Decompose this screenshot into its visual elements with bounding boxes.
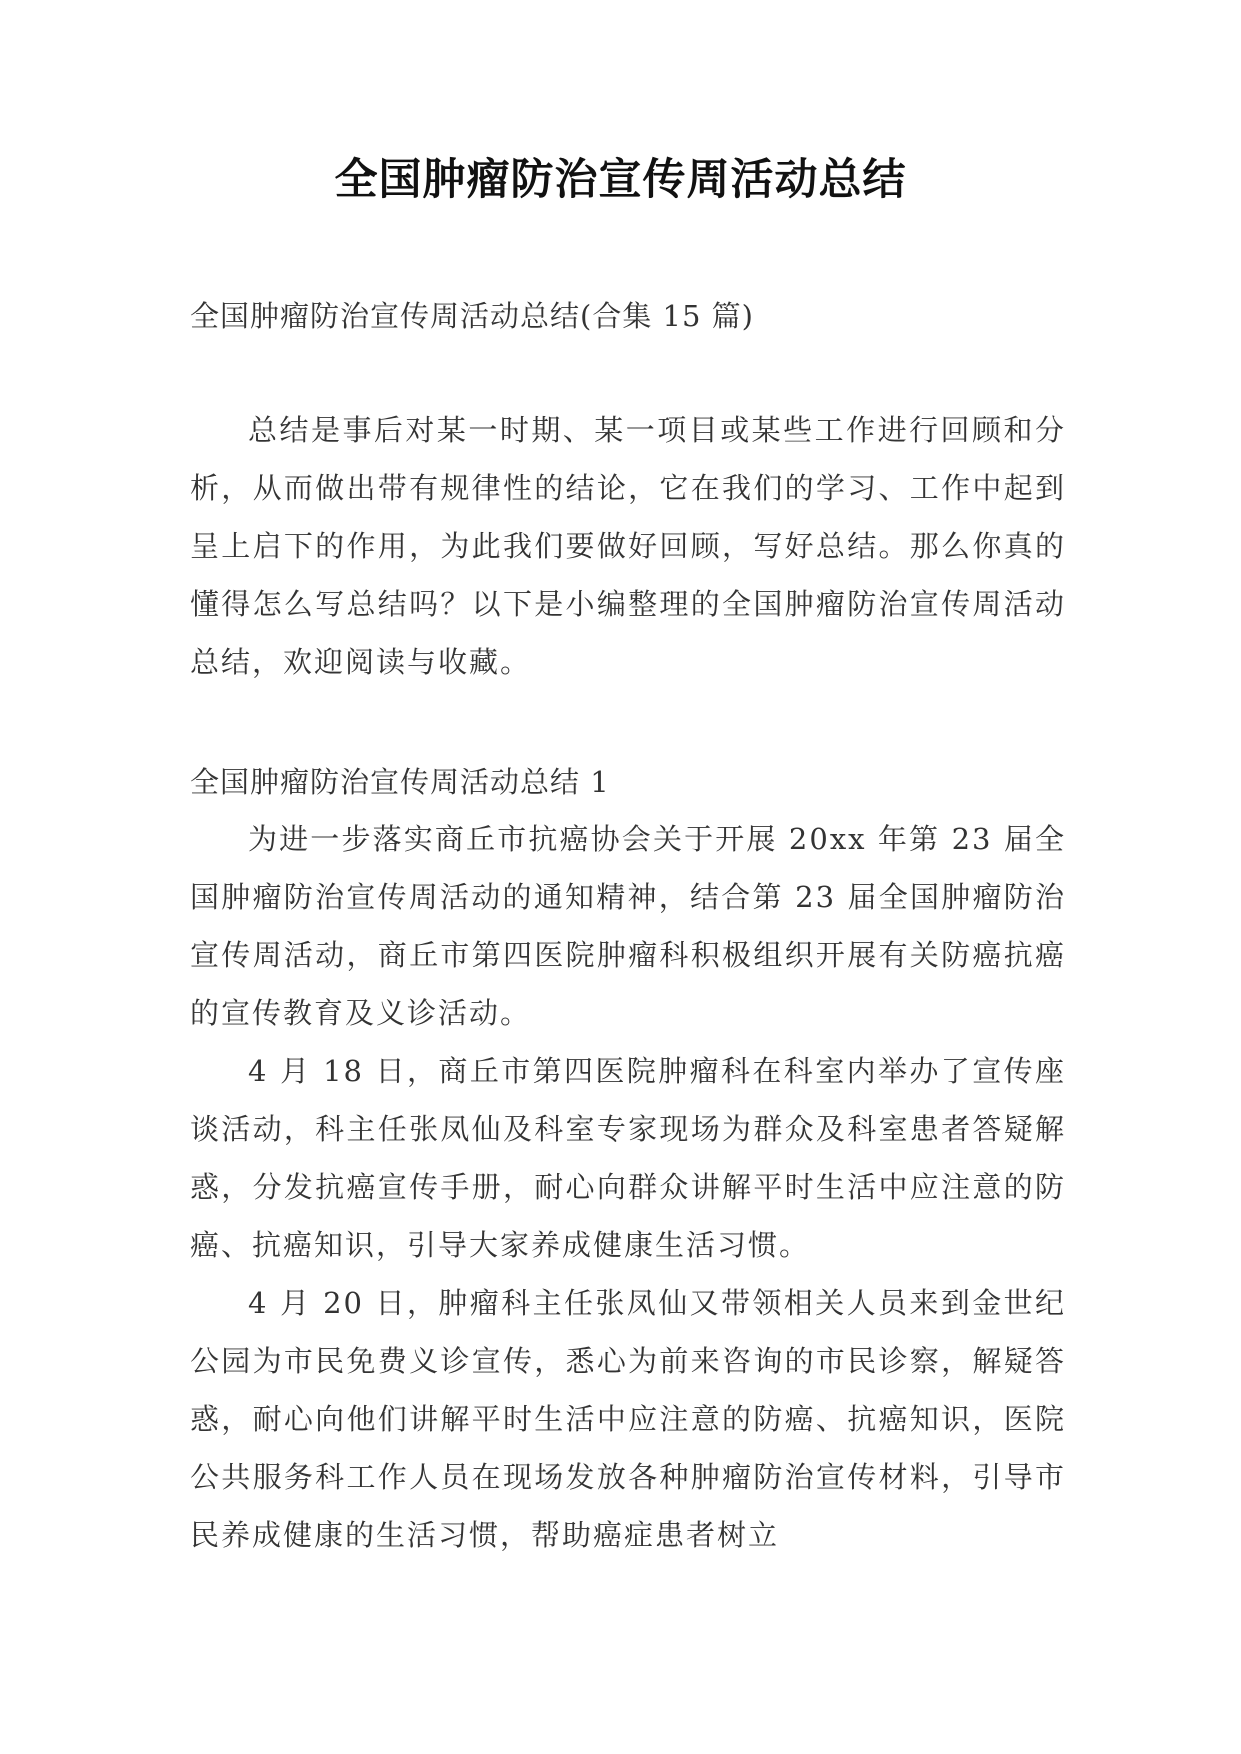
body-paragraph: 4 月 20 日，肿瘤科主任张凤仙又带领相关人员来到金世纪公园为市民免费义诊宣传，悉心为前来咨询的市民诊察，解疑答惑，耐心向他们讲解平时生活中应注意的防癌、抗癌知识，医院公共服务科工作人员在现场发放各种肿瘤防治宣传材料，引导市民养成健康的生活习惯，帮助癌症患者树立 [190, 1286, 1066, 1552]
body-paragraph: 为进一步落实商丘市抗癌协会关于开展 20xx 年第 23 届全国肿瘤防治宣传周活动的通知精神，结合第 23 届全国肿瘤防治宣传周活动，商丘市第四医院肿瘤科积极组织开展有关防癌抗癌的宣传教育及义诊活动。 [190, 822, 1066, 1030]
document-title: 全国肿瘤防治宣传周活动总结 [334, 155, 907, 205]
section-body [190, 810, 1066, 1564]
intro-section [190, 401, 1066, 691]
section-heading: 全国肿瘤防治宣传周活动总结 1 [190, 765, 610, 799]
body-paragraph: 4 月 18 日，商丘市第四医院肿瘤科在科室内举办了宣传座谈活动，科主任张凤仙及科室专家现场为群众及科室患者答疑解惑，分发抗癌宣传手册，耐心向群众讲解平时生活中应注意的防癌、抗癌知识，引导大家养成健康生活习惯。 [190, 1054, 1066, 1262]
document-subtitle: 全国肿瘤防治宣传周活动总结(合集 15 篇) [190, 299, 754, 333]
intro-paragraph: 总结是事后对某一时期、某一项目或某些工作进行回顾和分析，从而做出带有规律性的结论，它在我们的学习、工作中起到呈上启下的作用，为此我们要做好回顾，写好总结。那么你真的懂得怎么写总结吗？以下是小编整理的全国肿瘤防治宣传周活动总结，欢迎阅读与收藏。 [190, 413, 1066, 679]
